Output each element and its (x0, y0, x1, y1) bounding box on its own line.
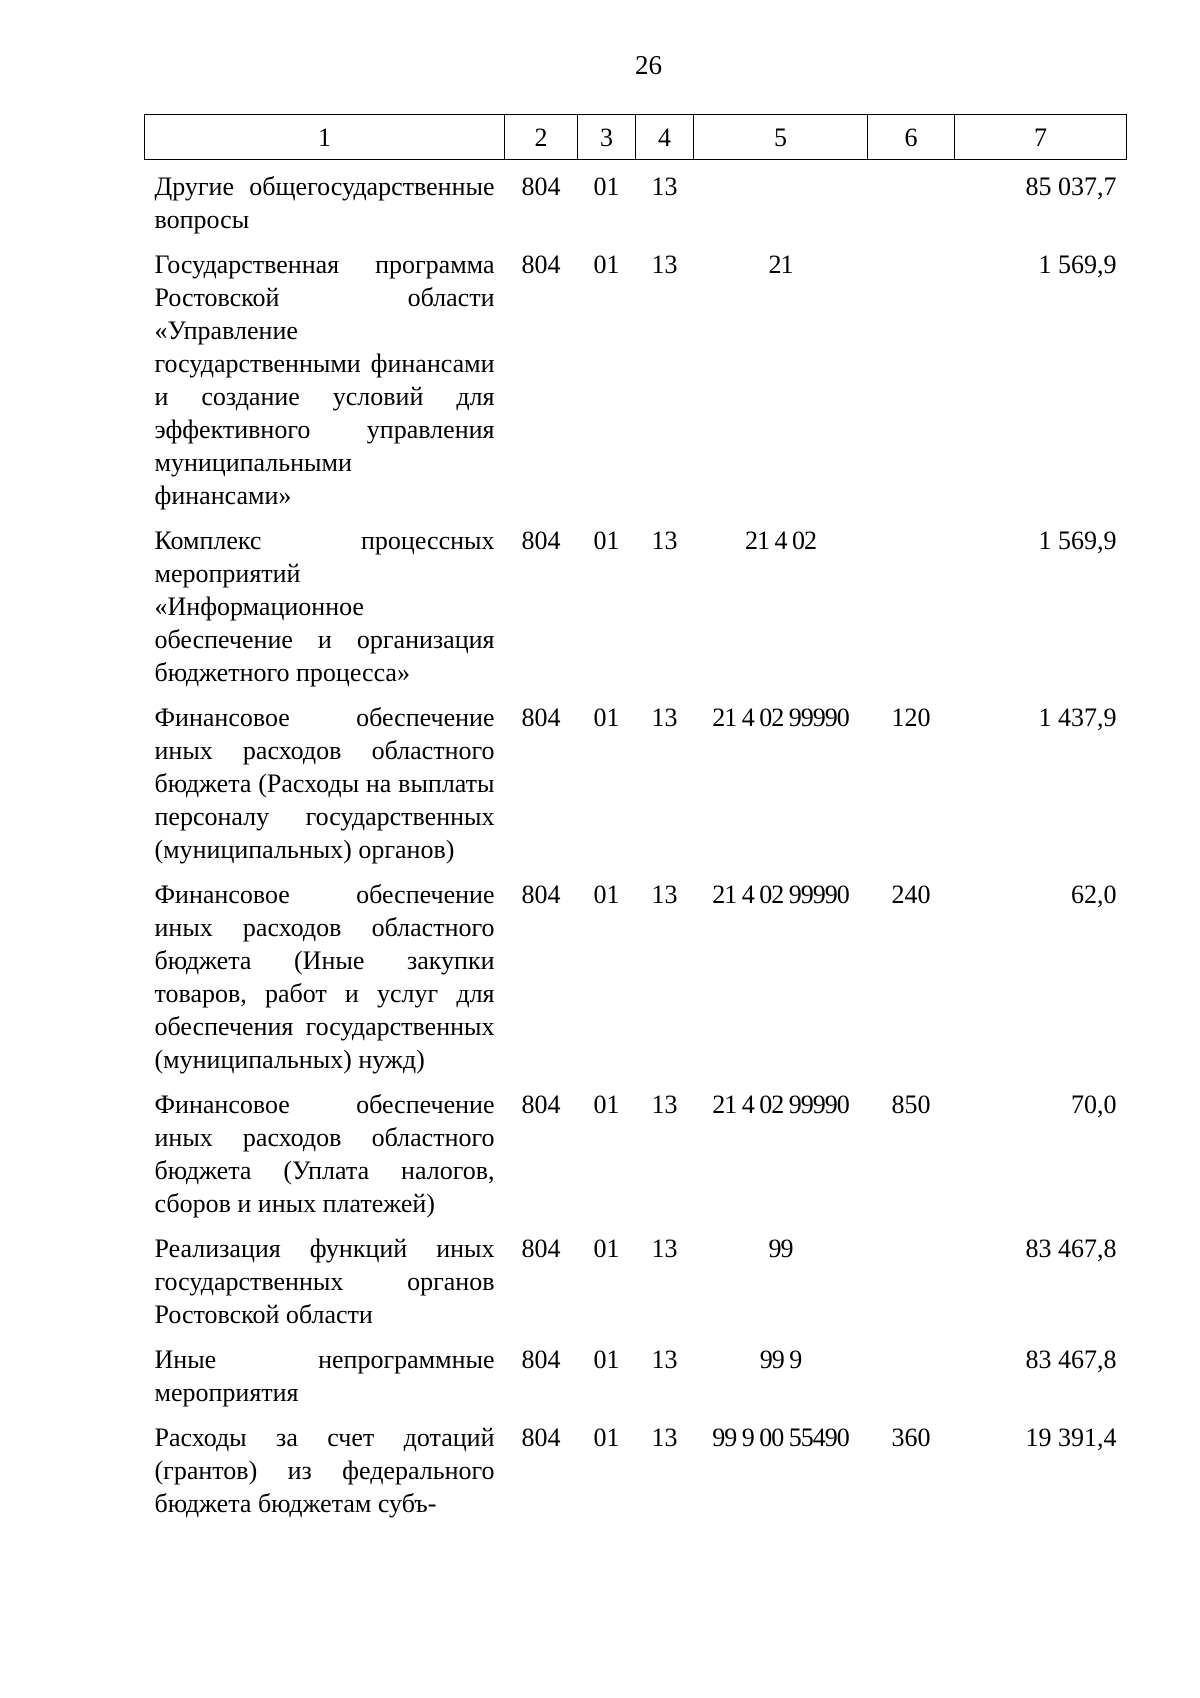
table-row (145, 701, 1127, 878)
row-expense-type-cell: 120 (891, 703, 931, 732)
row-name-cell: Комплекс процессных мероприятий «Информационное обеспечение и организация бюджетного процесса» (154, 526, 495, 687)
row-subsection-cell: 13 (651, 880, 678, 909)
row-subsection-cell: 13 (651, 1090, 678, 1119)
row-target-article-cell: 99 9 (759, 1345, 802, 1374)
row-admin-code-cell: 804 (521, 703, 561, 732)
row-admin-code-cell: 804 (521, 250, 561, 279)
row-expense-type-cell: 360 (891, 1423, 931, 1452)
row-name-cell: Финансовое обеспечение иных расходов областного бюджета (Иные закупки товаров, работ и услуг для обеспечения государственных (муниципальных) нужд) (154, 880, 495, 1074)
table-row (145, 248, 1127, 524)
row-expense-type-cell (868, 1232, 955, 1343)
row-section-cell: 01 (593, 1234, 620, 1263)
row-target-article-cell: 21 4 02 99990 (712, 703, 849, 732)
row-amount-cell: 83 467,8 (1025, 1345, 1117, 1374)
row-target-article-cell: 21 4 02 (745, 526, 816, 555)
table-row (145, 1421, 1127, 1532)
row-amount-cell: 1 569,9 (1038, 250, 1117, 279)
row-expense-type-cell (868, 524, 955, 701)
row-name-cell: Реализация функций иных государственных органов Ростовской области (154, 1234, 495, 1329)
row-admin-code-cell: 804 (521, 1090, 561, 1119)
row-admin-code-cell: 804 (521, 526, 561, 555)
row-name-cell: Иные непрограммные мероприятия (154, 1345, 495, 1407)
row-section-cell: 01 (593, 1423, 620, 1452)
table-row (145, 1343, 1127, 1421)
table-row (145, 1088, 1127, 1232)
row-amount-cell: 1 437,9 (1038, 703, 1117, 732)
header-cell-5: 5 (694, 115, 868, 160)
row-expense-type-cell (868, 1343, 955, 1421)
row-admin-code-cell: 804 (521, 1423, 561, 1452)
row-section-cell: 01 (593, 1345, 620, 1374)
row-amount-cell: 85 037,7 (1025, 172, 1117, 201)
row-amount-cell: 83 467,8 (1025, 1234, 1117, 1263)
row-target-article-cell (694, 160, 868, 249)
row-amount-cell: 70,0 (1071, 1090, 1117, 1119)
row-expense-type-cell: 240 (891, 880, 931, 909)
row-target-article-cell: 21 4 02 99990 (712, 1090, 849, 1119)
row-subsection-cell: 13 (651, 526, 678, 555)
header-cell-6: 6 (868, 115, 955, 160)
row-admin-code-cell: 804 (521, 880, 561, 909)
row-admin-code-cell: 804 (521, 1234, 561, 1263)
table-body (145, 160, 1127, 1533)
table-header-row (145, 115, 1127, 160)
table-row (145, 160, 1127, 249)
row-section-cell: 01 (593, 250, 620, 279)
row-admin-code-cell: 804 (521, 1345, 561, 1374)
row-section-cell: 01 (593, 172, 620, 201)
row-subsection-cell: 13 (651, 1345, 678, 1374)
row-expense-type-cell (868, 248, 955, 524)
budget-table (144, 114, 1127, 1532)
row-subsection-cell: 13 (651, 172, 678, 201)
header-cell-1: 1 (145, 115, 505, 160)
header-cell-7: 7 (955, 115, 1127, 160)
row-subsection-cell: 13 (651, 703, 678, 732)
header-cell-4: 4 (636, 115, 694, 160)
row-name-cell: Финансовое обеспечение иных расходов областного бюджета (Расходы на выплаты персоналу государственных (муниципальных) органов) (154, 703, 495, 864)
row-target-article-cell: 99 (768, 1234, 793, 1263)
table-row (145, 524, 1127, 701)
row-section-cell: 01 (593, 526, 620, 555)
row-amount-cell: 62,0 (1071, 880, 1117, 909)
row-section-cell: 01 (593, 880, 620, 909)
page-number: 26 (635, 50, 662, 80)
row-expense-type-cell (868, 160, 955, 249)
row-target-article-cell: 21 4 02 99990 (712, 880, 849, 909)
row-target-article-cell: 99 9 00 55490 (712, 1423, 849, 1452)
table-row (145, 1232, 1127, 1343)
row-subsection-cell: 13 (651, 250, 678, 279)
table-row (145, 878, 1127, 1088)
row-amount-cell: 1 569,9 (1038, 526, 1117, 555)
row-subsection-cell: 13 (651, 1423, 678, 1452)
row-subsection-cell: 13 (651, 1234, 678, 1263)
row-admin-code-cell: 804 (521, 172, 561, 201)
row-expense-type-cell: 850 (891, 1090, 931, 1119)
row-name-cell: Другие общегосударственные вопросы (154, 172, 495, 234)
row-target-article-cell: 21 (768, 250, 793, 279)
row-amount-cell: 19 391,4 (1025, 1423, 1117, 1452)
row-name-cell: Расходы за счет дотаций (грантов) из федерального бюджета бюджетам субъ- (154, 1423, 495, 1518)
header-cell-3: 3 (578, 115, 636, 160)
row-section-cell: 01 (593, 703, 620, 732)
row-section-cell: 01 (593, 1090, 620, 1119)
header-cell-2: 2 (505, 115, 578, 160)
row-name-cell: Финансовое обеспечение иных расходов областного бюджета (Уплата налогов, сборов и иных платежей) (154, 1090, 495, 1218)
row-name-cell: Государственная программа Ростовской области «Управление государственными финансами и создание условий для эффективного управления муниципальными финансами» (154, 250, 495, 510)
